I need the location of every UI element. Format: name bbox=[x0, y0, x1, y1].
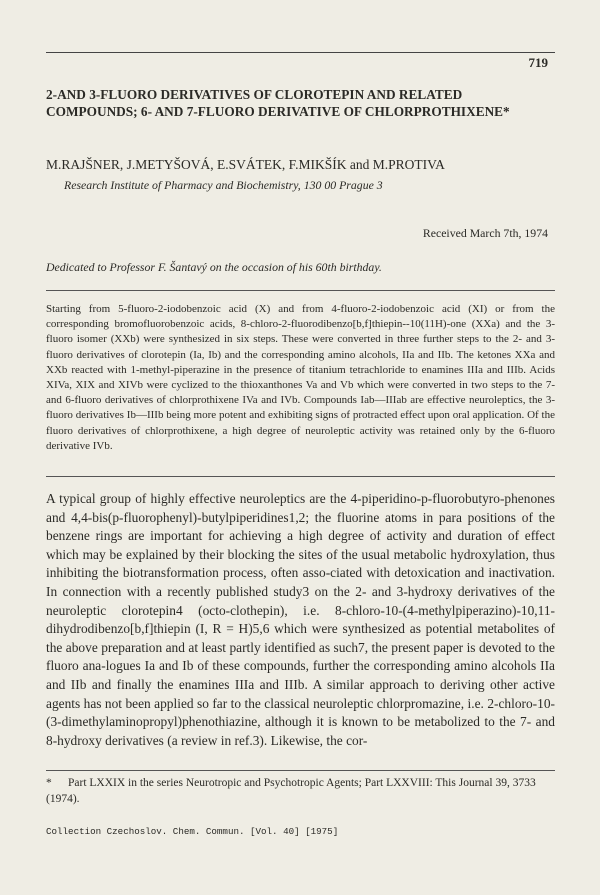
footnote-rule bbox=[46, 770, 555, 771]
header-rule bbox=[46, 52, 555, 53]
abstract: Starting from 5-fluoro-2-iodobenzoic acid (X) and from 4-fluoro-2-iodobenzoic acid (XI) or from the corresponding bromofluorobenzoic acids, 8-chloro-2-fluorodibenzo[b,f]thiepin--10(11H)-one (XXa) and the 3-fluoro isomer (XXb) were synthesized in six steps. These were converted in three further steps to the 2- and 3-fluoro derivatives of clorotepin (Ia, Ib) and the corresponding amino alcohols, IIa and IIb. The ketones XXa and XXb reacted with 1-methyl-piperazine in the presence of titanium tetrachloride to enamines IIIa and IIIb. Acids XIVa, XIX and XIVb were cyclized to the thioxanthones Va and Vb which were converted in two steps to the 7- and 6-fluoro derivatives of chlorprothixene IVa and IVb. Compounds Iab—IIIab are effective neuroleptics, the 3-fluoro derivatives Ib—IIIb being more potent and exhibiting signs of protracted effect upon oral application. Of the fluoro derivatives of chlorprothixene, a high degree of neuroleptic activity was retained only by the 6-fluoro derivative IVb. bbox=[46, 303, 555, 452]
article-title: 2-AND 3-FLUORO DERIVATIVES OF CLOROTEPIN AND RELATED COMPOUNDS; 6- AND 7-FLUORO DERIVATIVE OF CHLORPROTHIXENE* bbox=[46, 87, 510, 119]
abstract-bottom-rule bbox=[46, 476, 555, 477]
received-date: Received March 7th, 1974 bbox=[422, 226, 548, 240]
body-paragraph: A typical group of highly effective neuroleptics are the 4-piperidino-p-fluorobutyro-phenones and 4,4-bis(p-fluorophenyl)-butylpiperidines1,2; the fluorine atoms in para positions of the benzene rings are important for achieving a high degree of activity and duration of effect which may be explained by their blocking the sites of the usual metabolic hydroxylation, thus inhibiting the biotransformation process, often asso-ciated with detoxication and inactivation. In connection with a recently published study3 on the 2- and 3-hydroxy derivatives of the neuroleptic clorotepin4 (octo-clothepin), i.e. 8-chloro-10-(4-methylpiperazino)-10,11-dihydrodibenzo[b,f]thiepin (I, R = H)5,6 which were synthesized as potential metabolites of the above preparation and at least partly identified as such7, the present paper is devoted to the fluoro ana-logues Ia and Ib of these compounds, further the corresponding amino alcohols IIa and IIb and finally the enamines IIIa and IIIb. A similar approach to deriving other active agents has not been applied so far to the classical neuroleptic chlorpromazine, i.e. 2-chloro-10-(3-dimethylaminopropyl)phenothiazine, although it is known to be metabolized to the 7- and 8-hydroxy derivatives (a review in ref.3). Likewise, the cor- bbox=[46, 491, 555, 748]
page-number: 719 bbox=[528, 55, 548, 70]
footnote bbox=[46, 776, 555, 807]
journal-citation-line: Collection Czechoslov. Chem. Commun. [Vol. 40] [1975] bbox=[46, 826, 339, 837]
footnote-mark: * bbox=[46, 777, 52, 789]
affiliation: Research Institute of Pharmacy and Biochemistry, 130 00 Prague 3 bbox=[64, 178, 383, 192]
abstract-top-rule bbox=[46, 290, 555, 291]
footnote-text: Part LXXIX in the series Neurotropic and Psychotropic Agents; Part LXXVIII: This Journal 39, 3733 (1974). bbox=[46, 777, 536, 805]
dedication: Dedicated to Professor F. Šantavý on the occasion of his 60th birthday. bbox=[46, 260, 382, 274]
author-list: M.RAJŠNER, J.METYŠOVÁ, E.SVÁTEK, F.MIKŠÍK and M.PROTIVA bbox=[46, 157, 445, 172]
